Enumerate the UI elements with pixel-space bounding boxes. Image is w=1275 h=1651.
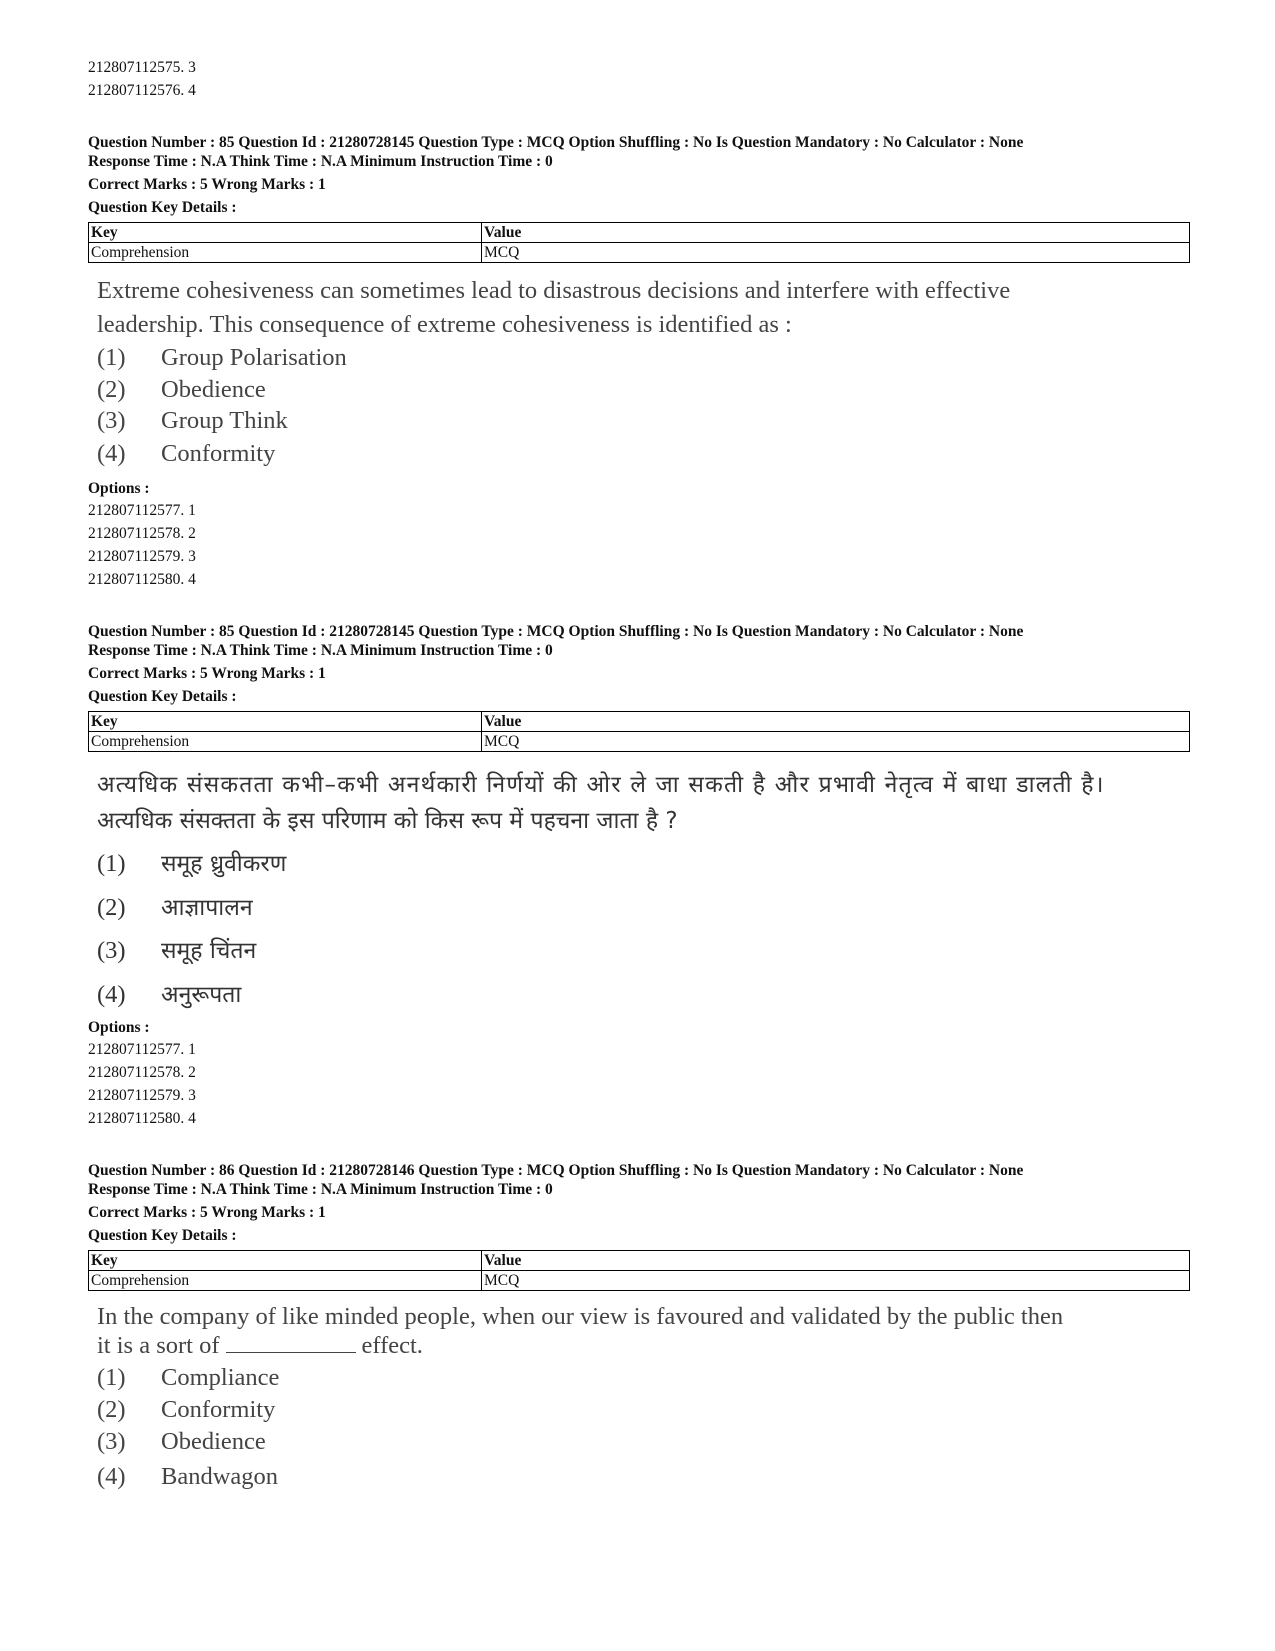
q85-hi-option-id-3: 212807112579. 3 <box>88 1087 196 1104</box>
q86-en-question-line2: it is a sort of effect. <box>97 1332 423 1359</box>
table-header-value: Value <box>482 1251 1190 1271</box>
q85-hi-options-label: Options : <box>88 1019 150 1036</box>
table-cell-value: MCQ <box>482 243 1190 263</box>
table-cell-key: Comprehension <box>89 1271 482 1291</box>
q85-en-choice-1: (1) Group Polarisation <box>97 344 347 371</box>
q85-en-options-label: Options : <box>88 480 150 497</box>
q86-en-meta-line1: Question Number : 86 Question Id : 21280728146 Question Type : MCQ Option Shuffling : No Is Question Mandatory : No Calculator : None <box>88 1162 1024 1179</box>
q85-hi-question-line2: अत्यधिक संसक्तता के इस परिणाम को किस रूप में पहचना जाता है ? <box>97 808 678 834</box>
table-cell-value: MCQ <box>482 732 1190 752</box>
q85-en-choice-2: (2) Obedience <box>97 376 266 403</box>
table-header-value: Value <box>482 712 1190 732</box>
table-header-key: Key <box>89 712 482 732</box>
q86-en-choice-4: (4) Bandwagon <box>97 1463 279 1490</box>
q85-hi-question-line1: अत्यधिक संसकतता कभी–कभी अनर्थकारी निर्णयों की ओर ले जा सकती है और प्रभावी नेतृत्व में बाधा डालती है। <box>97 772 1105 798</box>
q85-hi-key-details-label: Question Key Details : <box>88 688 237 705</box>
q85-hi-meta-line2: Response Time : N.A Think Time : N.A Minimum Instruction Time : 0 <box>88 642 553 659</box>
q86-en-question-line1: In the company of like minded people, when our view is favoured and validated by the public then <box>97 1303 1064 1330</box>
q86-en-meta-line2: Response Time : N.A Think Time : N.A Minimum Instruction Time : 0 <box>88 1181 553 1198</box>
q86-en-choice-1: (1) Compliance <box>97 1364 280 1391</box>
q85-en-option-id-2: 212807112578. 2 <box>88 525 196 542</box>
prev-option-3: 212807112575. 3 <box>88 59 196 76</box>
q85-en-meta-line2: Response Time : N.A Think Time : N.A Minimum Instruction Time : 0 <box>88 153 553 170</box>
q85-hi-option-id-2: 212807112578. 2 <box>88 1064 196 1081</box>
q85-hi-option-id-4: 212807112580. 4 <box>88 1110 196 1127</box>
q85-en-marks: Correct Marks : 5 Wrong Marks : 1 <box>88 176 326 193</box>
q86-en-choice-3: (3) Obedience <box>97 1428 266 1455</box>
q86-en-key-table <box>88 1250 1190 1291</box>
q86-en-choice-2: (2) Conformity <box>97 1396 276 1423</box>
q86-en-key-details-label: Question Key Details : <box>88 1227 237 1244</box>
prev-option-4: 212807112576. 4 <box>88 82 196 99</box>
q85-en-option-id-3: 212807112579. 3 <box>88 548 196 565</box>
q85-hi-choice-4: (4) अनुरूपता <box>97 981 242 1008</box>
q85-en-question-line1: Extreme cohesiveness can sometimes lead to disastrous decisions and interfere with effective <box>97 277 1011 304</box>
q85-en-key-table <box>88 222 1190 263</box>
table-header-value: Value <box>482 223 1190 243</box>
table-cell-value: MCQ <box>482 1271 1190 1291</box>
q86-en-marks: Correct Marks : 5 Wrong Marks : 1 <box>88 1204 326 1221</box>
table-cell-key: Comprehension <box>89 243 482 263</box>
q85-hi-key-table <box>88 711 1190 752</box>
answer-blank <box>226 1332 356 1353</box>
q85-en-choice-4: (4) Conformity <box>97 440 276 467</box>
q85-hi-choice-3: (3) समूह चिंतन <box>97 937 257 964</box>
table-header-key: Key <box>89 1251 482 1271</box>
q85-hi-meta-line1: Question Number : 85 Question Id : 21280728145 Question Type : MCQ Option Shuffling : No Is Question Mandatory : No Calculator : None <box>88 623 1024 640</box>
q85-en-option-id-1: 212807112577. 1 <box>88 502 196 519</box>
q85-hi-choice-2: (2) आज्ञापालन <box>97 894 253 921</box>
table-header-key: Key <box>89 223 482 243</box>
q85-hi-option-id-1: 212807112577. 1 <box>88 1041 196 1058</box>
q85-en-choice-3: (3) Group Think <box>97 407 288 434</box>
q85-en-meta-line1: Question Number : 85 Question Id : 21280728145 Question Type : MCQ Option Shuffling : No Is Question Mandatory : No Calculator : None <box>88 134 1024 151</box>
q85-hi-choice-1: (1) समूह ध्रुवीकरण <box>97 850 287 877</box>
q85-hi-marks: Correct Marks : 5 Wrong Marks : 1 <box>88 665 326 682</box>
q85-en-question-line2: leadership. This consequence of extreme cohesiveness is identified as : <box>97 311 792 338</box>
table-cell-key: Comprehension <box>89 732 482 752</box>
q85-en-option-id-4: 212807112580. 4 <box>88 571 196 588</box>
q85-en-key-details-label: Question Key Details : <box>88 199 237 216</box>
